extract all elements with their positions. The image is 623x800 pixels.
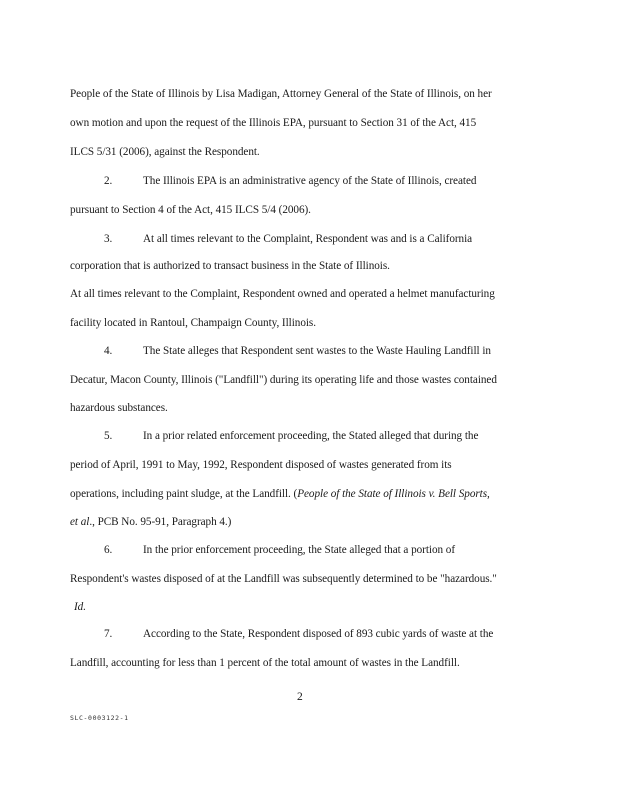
text-line [70, 487, 490, 501]
text-line: Landfill, accounting for less than 1 percent of the total amount of wastes in the Landfill. [70, 657, 460, 669]
text-line [70, 515, 231, 529]
et-al-citation: et al [70, 516, 90, 528]
paragraph-text: In the prior enforcement proceeding, the State alleged that a portion of [143, 544, 456, 556]
paragraph-number: 5. [104, 430, 113, 442]
paragraph-number: 3. [104, 233, 113, 245]
paragraph-text: The Illinois EPA is an administrative agency of the State of Illinois, created [143, 175, 477, 187]
id-citation-text: Id. [74, 601, 86, 613]
text-line: People of the State of Illinois by Lisa Madigan, Attorney General of the State of Illinois, on her [70, 88, 492, 100]
page-number: 2 [297, 691, 303, 703]
paragraph-text: The State alleges that Respondent sent wastes to the Waste Hauling Landfill in [143, 345, 491, 357]
paragraph-number: 7. [104, 628, 113, 640]
bates-stamp: SLC-0003122-1 [70, 714, 129, 722]
text-line: corporation that is authorized to transact business in the State of Illinois. [70, 260, 390, 272]
text-line: pursuant to Section 4 of the Act, 415 ILCS 5/4 (2006). [70, 204, 311, 216]
text-line: hazardous substances. [70, 402, 168, 414]
text-line: Respondent's wastes disposed of at the Landfill was subsequently determined to be "hazardous." [70, 573, 497, 585]
text-line: Decatur, Macon County, Illinois ("Landfill") during its operating life and those wastes contained [70, 374, 497, 386]
paragraph-text: At all times relevant to the Complaint, Respondent was and is a California [143, 233, 473, 245]
paragraph-number: 4. [104, 345, 113, 357]
paragraph-text: In a prior related enforcement proceeding, the Stated alleged that during the [143, 430, 479, 442]
text-line: At all times relevant to the Complaint, Respondent owned and operated a helmet manufacturing [70, 288, 495, 300]
paragraph-number: 2. [104, 175, 113, 187]
text-line: own motion and upon the request of the Illinois EPA, pursuant to Section 31 of the Act, 415 [70, 117, 477, 129]
paragraph-number: 6. [104, 544, 113, 556]
text-segment: operations, including paint sludge, at the Landfill. ( [70, 488, 298, 500]
text-line: ILCS 5/31 (2006), against the Respondent. [70, 146, 260, 158]
text-line: period of April, 1991 to May, 1992, Respondent disposed of wastes generated from its [70, 459, 452, 471]
paragraph-text: According to the State, Respondent disposed of 893 cubic yards of waste at the [143, 628, 494, 640]
id-citation [74, 600, 86, 614]
text-segment: ., PCB No. 95-91, Paragraph 4.) [89, 516, 232, 528]
text-line: facility located in Rantoul, Champaign County, Illinois. [70, 317, 316, 329]
case-citation: People of the State of Illinois v. Bell Sports, [297, 488, 490, 500]
